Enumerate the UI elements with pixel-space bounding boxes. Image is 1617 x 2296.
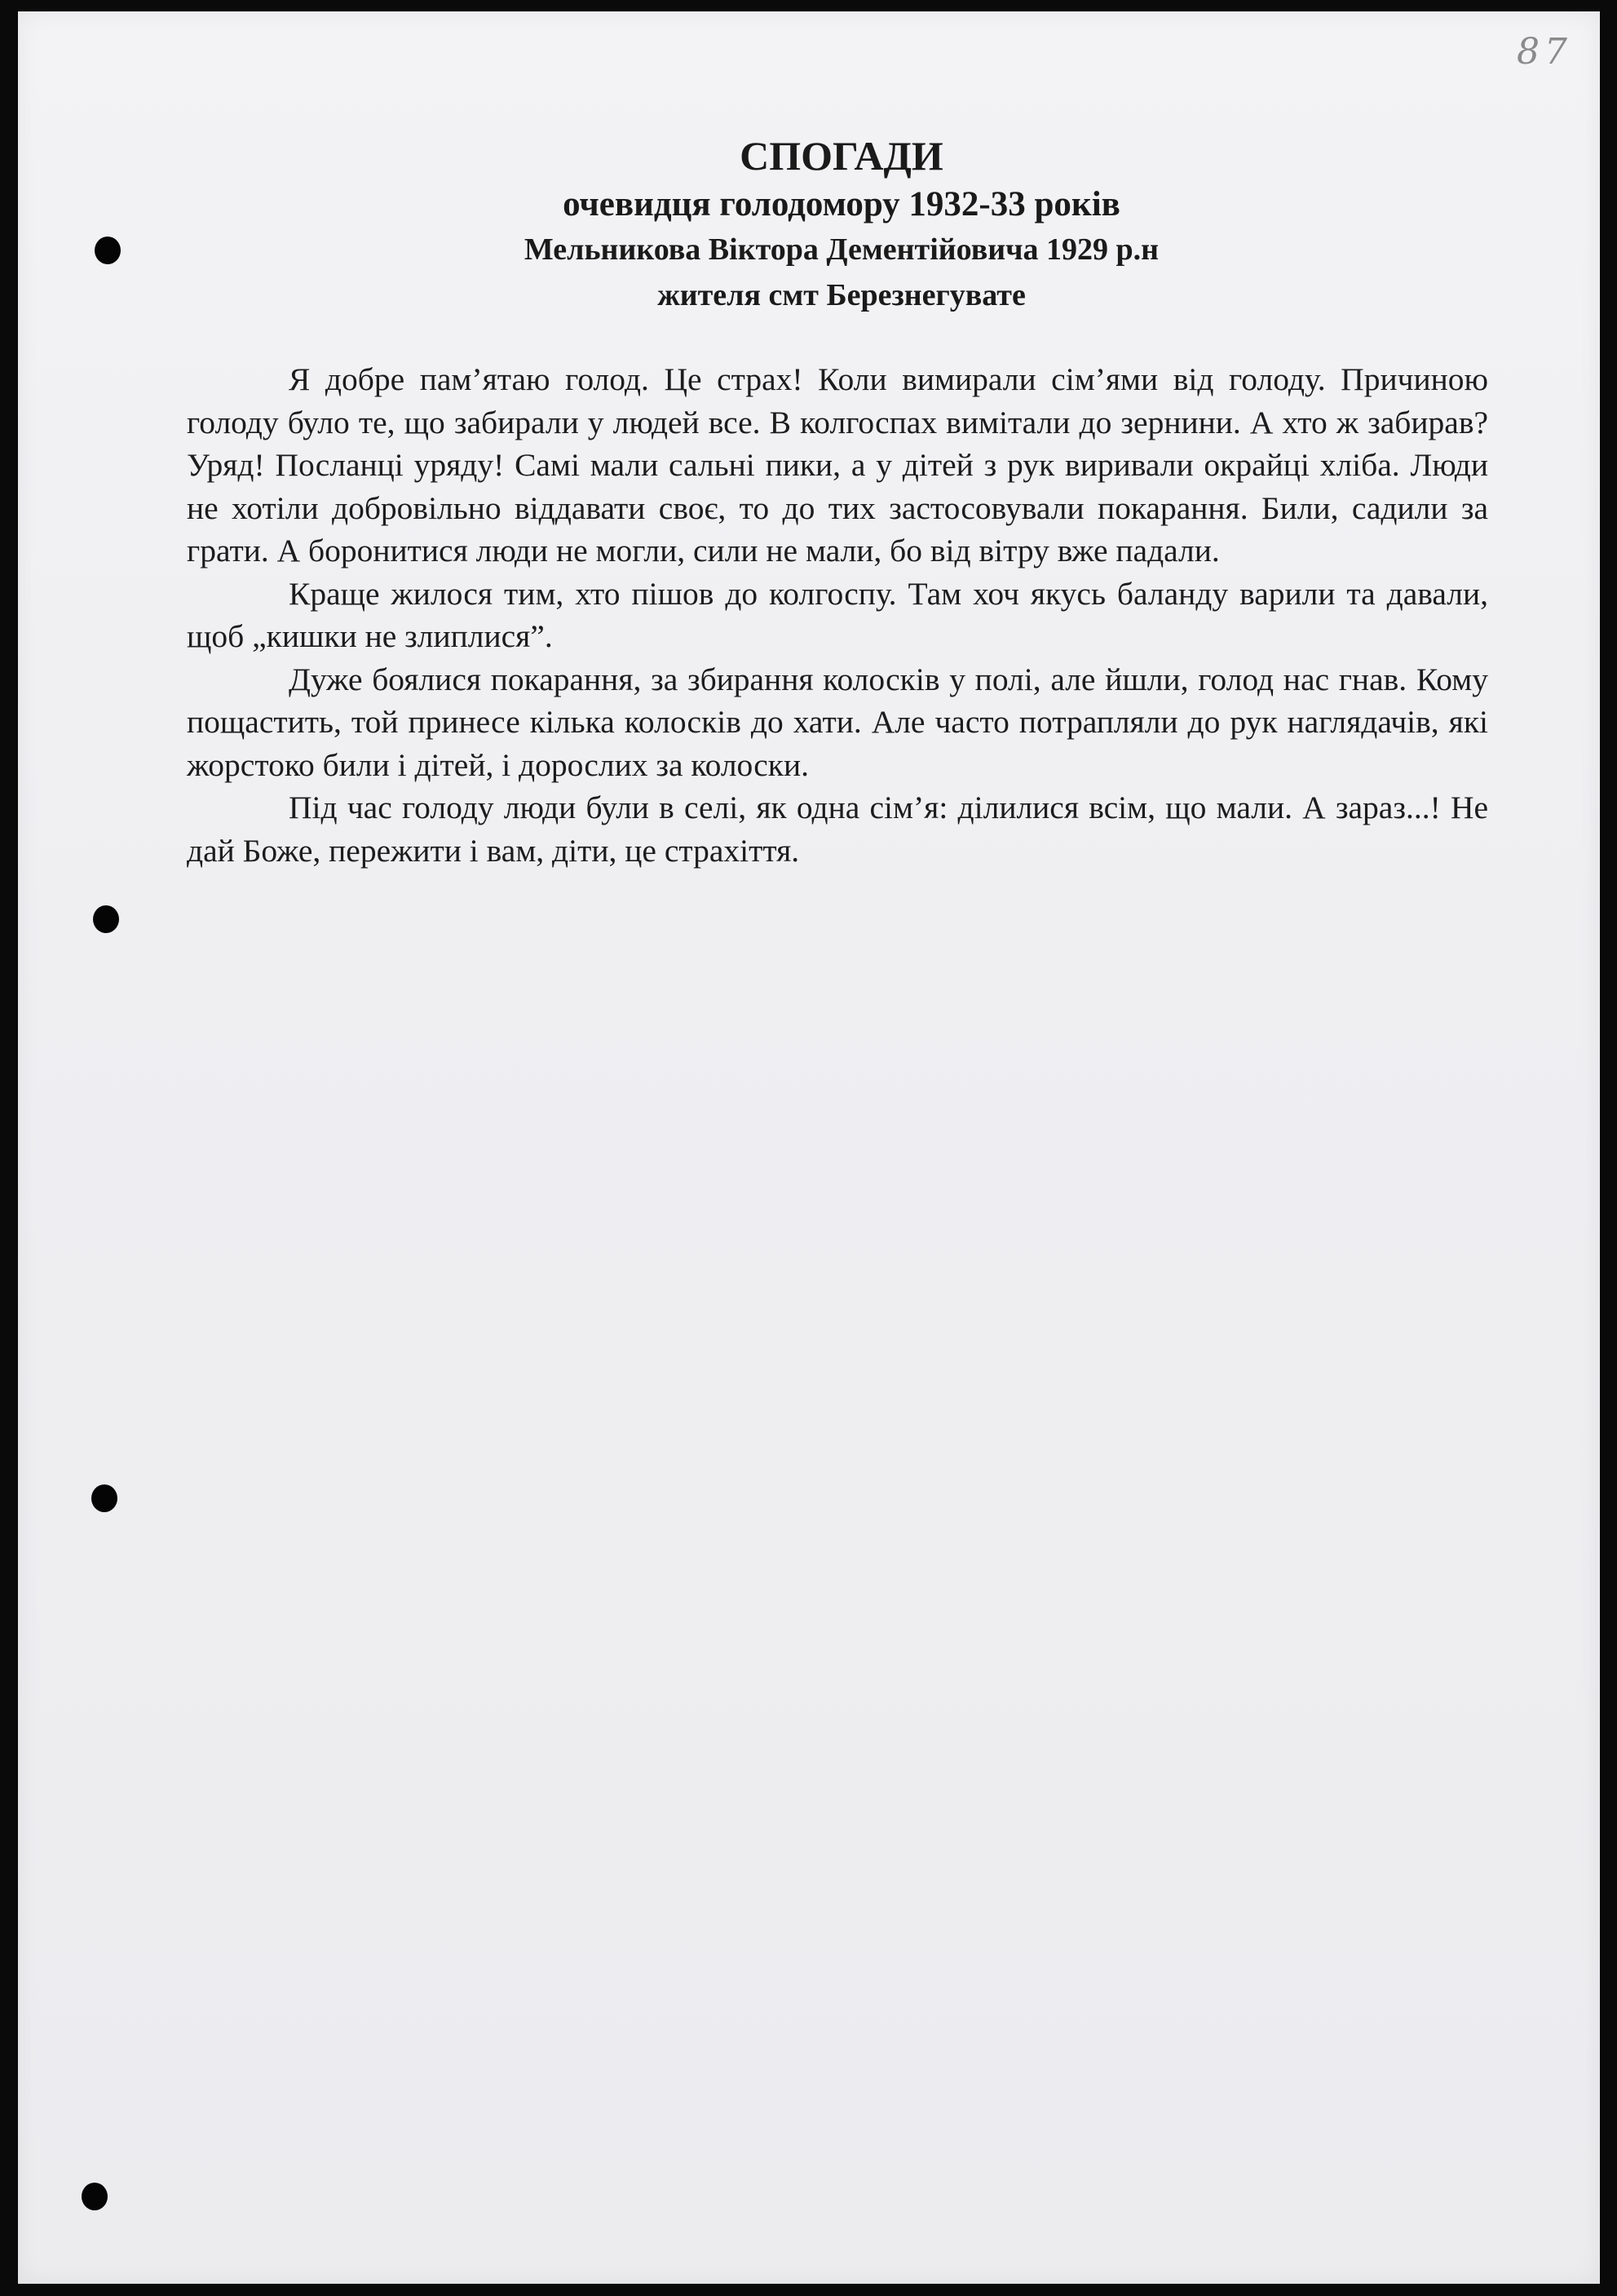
paragraph: Я добре пам’ятаю голод. Це страх! Коли вимирали сім’ями від голоду. Причиною голоду було те, що забирали у людей все. В колгоспах вимітали до зернини. А хто ж забирав? Уряд! Посланці уряду! Самі мали сальні пики, а у дітей з рук виривали окрайці хліба. Люди не хотіли добровільно віддавати своє, то до тих застосовували покарання. Били, садили за грати. А боронитися люди не могли, сили не мали, бо від вітру вже падали. <box>187 361 1488 568</box>
page-number: 87 <box>1517 31 1572 73</box>
punch-hole <box>82 2183 108 2210</box>
punch-hole <box>93 905 119 933</box>
document-page <box>18 11 1600 2284</box>
paragraph: Під час голоду люди були в селі, як одна сім’я: ділилися всім, що мали. А зараз...! Не дай Боже, пережити і вам, діти, це страхіття. <box>187 790 1488 869</box>
body-text <box>187 358 1488 872</box>
paragraph: Краще жилося тим, хто пішов до колгоспу. Там хоч якусь баланду варили та давали, щоб „кишки не злиплися”. <box>187 575 1488 654</box>
witness-residence: жителя смт Березнегувате <box>657 278 1026 312</box>
witness-name: Мельникова Віктора Дементійовича 1929 р.н <box>524 232 1160 267</box>
document-subtitle: очевидця голодомору 1932-33 років <box>563 185 1120 223</box>
document-title: СПОГАДИ <box>740 133 943 179</box>
paragraph: Дуже боялися покарання, за збирання колосків у полі, але йшли, голод нас гнав. Кому пощастить, той принесе кілька колосків до хати. Але часто потрапляли до рук наглядачів, які жорстоко били і дітей, і дорослих за колоски. <box>187 661 1488 783</box>
punch-hole <box>91 1484 117 1512</box>
punch-hole <box>95 237 121 264</box>
